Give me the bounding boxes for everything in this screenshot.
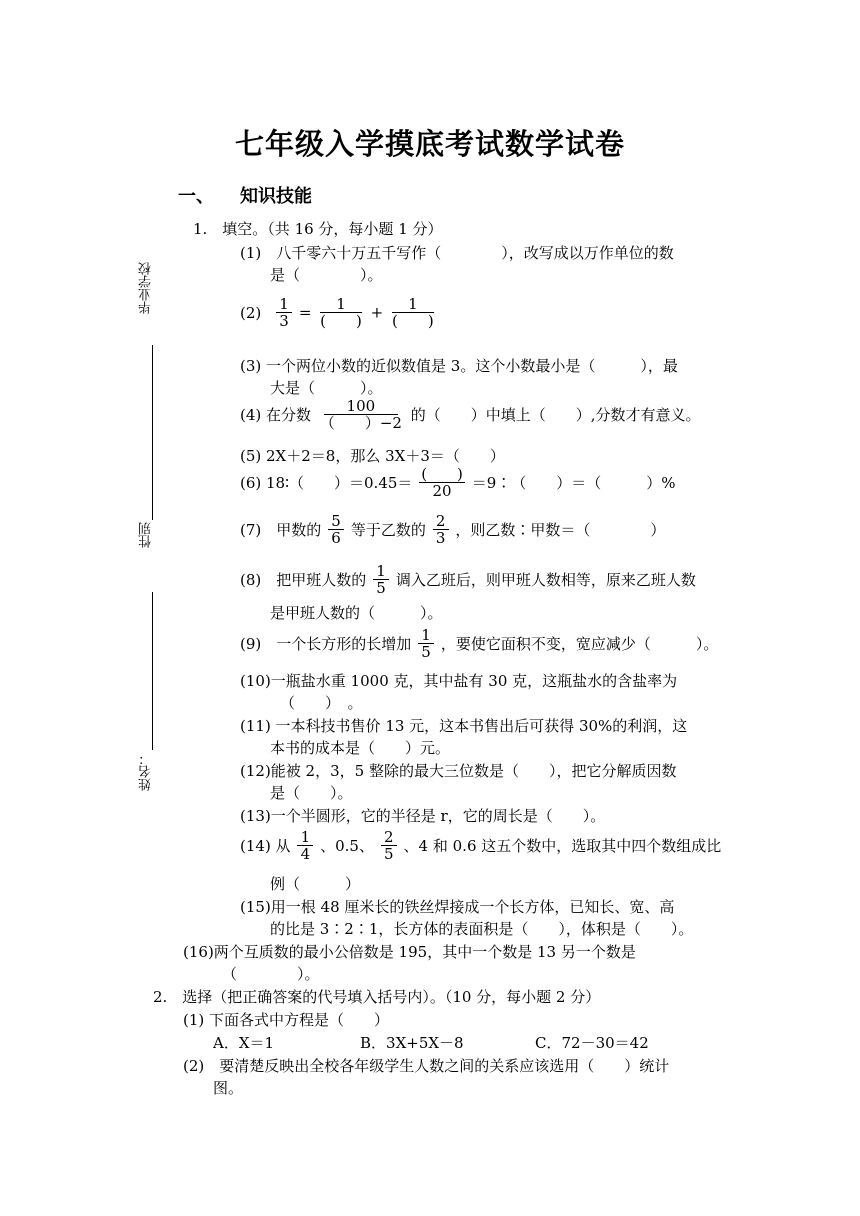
school-label: 毕业学校 — [139, 262, 154, 314]
gender-label: 性别 — [139, 522, 154, 548]
q1-item-10-cont: （ ） 。 — [280, 694, 363, 712]
fraction: $\frac{1}{4}$ — [297, 829, 313, 862]
q1-item-15-cont: 的比是 3∶2∶1，长方体的表面积是（ ），体积是（ ）。 — [270, 920, 694, 938]
q1-item-13: (13)一个半圆形，它的半径是 r，它的周长是（ ）。 — [240, 807, 606, 825]
gender-line — [152, 592, 153, 750]
q1-item-14-cont: 例（ ） — [270, 875, 361, 893]
fraction: $\frac{( )}{20}$ — [421, 465, 463, 500]
q1-item-14: (14) 从 $\frac{1}{4}$ 、0.5、 $\frac{2}{5}$ 、4 和 0.6 这五个数中，选取其中四个数组成比 — [240, 828, 722, 863]
fraction: $\frac{100}{( )-2}$ — [319, 397, 402, 432]
fraction: $\frac{1}{5}$ — [418, 627, 434, 660]
q1-item-12: (12)能被 2，3，5 整除的最大三位数是（ ），把它分解质因数 — [240, 762, 677, 780]
q1-item-1-cont: 是（ ）。 — [270, 266, 383, 284]
q2-option-b: B．3X+5X－8 — [360, 1034, 464, 1052]
fraction: $\frac{1}{( )}$ — [320, 295, 362, 330]
q1-header: 1. 填空。（共 16 分，每小题 1 分） — [193, 220, 443, 238]
q1-item-11-cont: 本书的成本是（ ）元。 — [270, 739, 451, 757]
q1-item-2: (2) $\frac{1}{3}$ = $\frac{1}{( )}$ + $\frac{1}{( )}$ — [240, 295, 434, 330]
fraction: $\frac{5}{6}$ — [328, 513, 344, 546]
name-label: 姓名： — [139, 752, 154, 791]
q1-item-3-cont: 大是（ ）。 — [270, 379, 383, 397]
q1-item-5: (5) 2X＋2＝8，那么 3X＋3＝（ ） — [240, 447, 505, 465]
q1-item-1: (1) 八千零六十万五千写作（ ），改写成以万作单位的数 — [240, 244, 674, 262]
q2-item-1: (1) 下面各式中方程是（ ） — [183, 1011, 390, 1029]
fraction: $\frac{1}{( )}$ — [392, 295, 434, 330]
q2-item-2-cont: 图。 — [213, 1079, 244, 1097]
fraction: $\frac{1}{3}$ — [276, 296, 292, 329]
q1-item-16-cont: （ ）。 — [222, 965, 320, 983]
q1-item-11: (11) 一本科技书售价 13 元，这本书售出后可获得 30%的利润，这 — [240, 717, 688, 735]
q1-item-6: (6) 18∶（ ）＝0.45＝ $\frac{( )}{20}$ ＝9∶（ ）＝（ ）% — [240, 465, 676, 500]
q1-item-7: (7) 甲数的 $\frac{5}{6}$ 等于乙数的 $\frac{2}{3}$ ，则乙数∶甲数＝（ ） — [240, 512, 666, 547]
fraction: $\frac{1}{5}$ — [373, 563, 389, 596]
section-title: 知识技能 — [240, 186, 312, 207]
q1-item-15: (15)用一根 48 厘米长的铁丝焊接成一个长方体，已知长、宽、高 — [240, 898, 675, 916]
fraction: $\frac{2}{5}$ — [381, 829, 397, 862]
q1-item-8: (8) 把甲班人数的 $\frac{1}{5}$ 调入乙班后，则甲班人数相等，原来乙班人数 — [240, 562, 696, 597]
q1-item-16: (16)两个互质数的最小公倍数是 195，其中一个数是 13 另一个数是 — [183, 943, 636, 961]
item-number: (2) — [240, 303, 262, 322]
q2-option-c: C．72－30＝42 — [535, 1034, 649, 1052]
section-number: 一、 — [178, 186, 214, 207]
q2-option-a: A．X＝1 — [213, 1034, 275, 1052]
q1-item-10: (10)一瓶盐水重 1000 克，其中盐有 30 克，这瓶盐水的含盐率为 — [240, 672, 678, 690]
q1-item-4: (4) 在分数 $\frac{100}{( )-2}$ 的（ ）中填上（ ）,分数才有意义。 — [240, 397, 701, 432]
q2-header: 2. 选择（把正确答案的代号填入括号内）。（10 分，每小题 2 分） — [153, 988, 601, 1006]
q1-item-3: (3) 一个两位小数的近似数值是 3。这个小数最小是（ ），最 — [240, 357, 678, 375]
q1-item-8-cont: 是甲班人数的（ ）。 — [270, 604, 443, 622]
q2-item-2: (2) 要清楚反映出全校各年级学生人数之间的关系应该选用（ ）统计 — [183, 1057, 670, 1075]
fraction: $\frac{2}{3}$ — [433, 513, 449, 546]
q1-item-9: (9) 一个长方形的长增加 $\frac{1}{5}$ ，要使它面积不变，宽应减少（ ）。 — [240, 626, 719, 661]
school-line — [152, 345, 153, 520]
q1-item-12-cont: 是（ ）。 — [270, 784, 353, 802]
page-title: 七年级入学摸底考试数学试卷 — [234, 127, 625, 161]
